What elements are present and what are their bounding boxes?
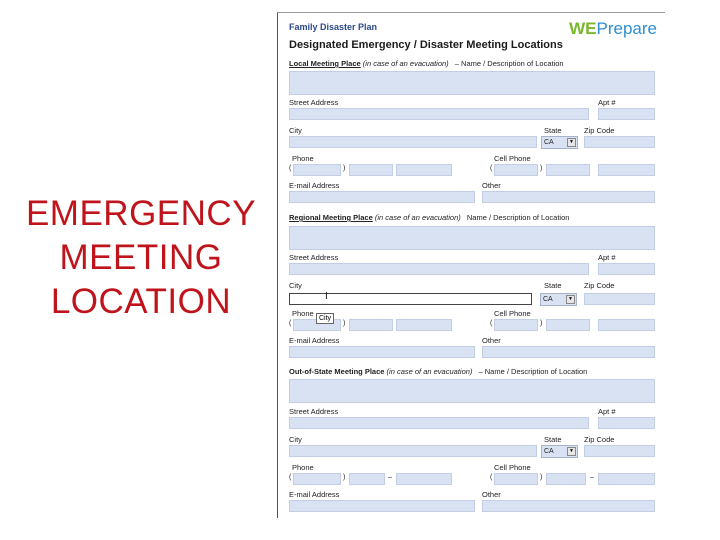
slide-title-line-2: MEETING <box>59 238 223 277</box>
out-of-state-city-input[interactable] <box>289 445 537 457</box>
out-of-state-phone-paren-open: ( <box>289 474 292 481</box>
disaster-plan-form <box>277 12 665 518</box>
local-state-label: State <box>544 126 562 135</box>
regional-zip-input[interactable] <box>584 293 655 305</box>
regional-location-name-input[interactable] <box>289 226 655 250</box>
form-heading: Designated Emergency / Disaster Meeting Locations <box>289 39 563 51</box>
regional-other-label: Other <box>482 336 501 345</box>
regional-phone-line-input[interactable] <box>396 319 452 331</box>
local-phone-paren-close: ) <box>343 165 346 172</box>
local-street-label: Street Address <box>289 98 339 107</box>
local-cell-paren-open: ( <box>490 165 493 172</box>
out-of-state-cell-dash: – <box>590 474 594 481</box>
local-other-input[interactable] <box>482 191 655 203</box>
regional-cell-area-input[interactable] <box>494 319 538 331</box>
out-of-state-other-input[interactable] <box>482 500 655 512</box>
regional-apt-input[interactable] <box>598 263 655 275</box>
regional-street-input[interactable] <box>289 263 589 275</box>
out-of-state-phone-paren-close: ) <box>343 474 346 481</box>
out-of-state-zip-label: Zip Code <box>584 435 615 444</box>
out-of-state-street-label: Street Address <box>289 407 339 416</box>
local-email-input[interactable] <box>289 191 475 203</box>
regional-phone-paren-open: ( <box>289 320 292 327</box>
text-cursor-icon: I <box>325 291 328 302</box>
local-zip-label: Zip Code <box>584 126 615 135</box>
slide-title-line-1: EMERGENCY <box>25 194 257 233</box>
local-cell-prefix-input[interactable] <box>546 164 590 176</box>
regional-cell-prefix-input[interactable] <box>546 319 590 331</box>
out-of-state-apt-label: Apt # <box>598 407 616 416</box>
slide-title <box>12 192 270 324</box>
dropdown-arrow-icon[interactable]: ▼ <box>567 138 576 147</box>
regional-apt-label: Apt # <box>598 253 616 262</box>
local-cell-area-input[interactable] <box>494 164 538 176</box>
out-of-state-email-label: E-mail Address <box>289 490 340 499</box>
regional-section-heading: Regional Meeting Place (in case of an evacuation) Name / Description of Location <box>289 213 570 222</box>
out-of-state-location-name-input[interactable] <box>289 379 655 403</box>
out-of-state-phone-line-input[interactable] <box>396 473 452 485</box>
local-phone-area-input[interactable] <box>293 164 341 176</box>
local-other-label: Other <box>482 181 501 190</box>
local-location-name-input[interactable] <box>289 71 655 95</box>
out-of-state-cell-paren-open: ( <box>490 474 493 481</box>
local-cell-label: Cell Phone <box>494 154 531 163</box>
local-phone-line-input[interactable] <box>396 164 452 176</box>
out-of-state-zip-input[interactable] <box>584 445 655 457</box>
out-of-state-cell-area-input[interactable] <box>494 473 538 485</box>
regional-phone-paren-close: ) <box>343 320 346 327</box>
out-of-state-state-label: State <box>544 435 562 444</box>
out-of-state-email-input[interactable] <box>289 500 475 512</box>
regional-other-input[interactable] <box>482 346 655 358</box>
local-phone-paren-open: ( <box>289 165 292 172</box>
local-cell-paren-close: ) <box>540 165 543 172</box>
out-of-state-cell-line-input[interactable] <box>598 473 655 485</box>
weprepare-logo: WEPrepare <box>569 19 657 38</box>
out-of-state-cell-prefix-input[interactable] <box>546 473 586 485</box>
local-apt-input[interactable] <box>598 108 655 120</box>
out-of-state-cell-paren-close: ) <box>540 474 543 481</box>
out-of-state-city-label: City <box>289 435 302 444</box>
local-email-label: E-mail Address <box>289 181 340 190</box>
out-of-state-other-label: Other <box>482 490 501 499</box>
local-phone-label: Phone <box>292 154 314 163</box>
plan-title: Family Disaster Plan <box>289 22 378 32</box>
regional-cell-label: Cell Phone <box>494 309 531 318</box>
local-city-label: City <box>289 126 302 135</box>
out-of-state-street-input[interactable] <box>289 417 589 429</box>
regional-phone-label: Phone <box>292 309 314 318</box>
out-of-state-phone-area-input[interactable] <box>293 473 341 485</box>
out-of-state-cell-label: Cell Phone <box>494 463 531 472</box>
regional-phone-prefix-input[interactable] <box>349 319 393 331</box>
regional-email-input[interactable] <box>289 346 475 358</box>
dropdown-arrow-icon[interactable]: ▼ <box>567 447 576 456</box>
out-of-state-phone-dash: – <box>388 474 392 481</box>
local-city-input[interactable] <box>289 136 537 148</box>
local-section-heading: Local Meeting Place (in case of an evacuation) – Name / Description of Location <box>289 59 564 68</box>
regional-cell-line-input[interactable] <box>598 319 655 331</box>
regional-cell-paren-close: ) <box>540 320 543 327</box>
regional-email-label: E-mail Address <box>289 336 340 345</box>
local-zip-input[interactable] <box>584 136 655 148</box>
city-tooltip: City <box>316 313 334 324</box>
out-of-state-section-heading: Out-of-State Meeting Place (in case of an evacuation) – Name / Description of Location <box>289 367 588 376</box>
out-of-state-state-select[interactable]: CA ▼ <box>541 445 578 458</box>
regional-zip-label: Zip Code <box>584 281 615 290</box>
out-of-state-apt-input[interactable] <box>598 417 655 429</box>
regional-city-label: City <box>289 281 302 290</box>
local-cell-line-input[interactable] <box>598 164 655 176</box>
regional-cell-paren-open: ( <box>490 320 493 327</box>
local-street-input[interactable] <box>289 108 589 120</box>
local-apt-label: Apt # <box>598 98 616 107</box>
slide-title-line-3: LOCATION <box>50 282 232 321</box>
out-of-state-phone-prefix-input[interactable] <box>349 473 385 485</box>
regional-state-label: State <box>544 281 562 290</box>
out-of-state-phone-label: Phone <box>292 463 314 472</box>
local-phone-prefix-input[interactable] <box>349 164 393 176</box>
regional-state-select[interactable]: CA ▼ <box>540 293 577 306</box>
local-state-select[interactable]: CA ▼ <box>541 136 578 149</box>
dropdown-arrow-icon[interactable]: ▼ <box>566 295 575 304</box>
regional-street-label: Street Address <box>289 253 339 262</box>
